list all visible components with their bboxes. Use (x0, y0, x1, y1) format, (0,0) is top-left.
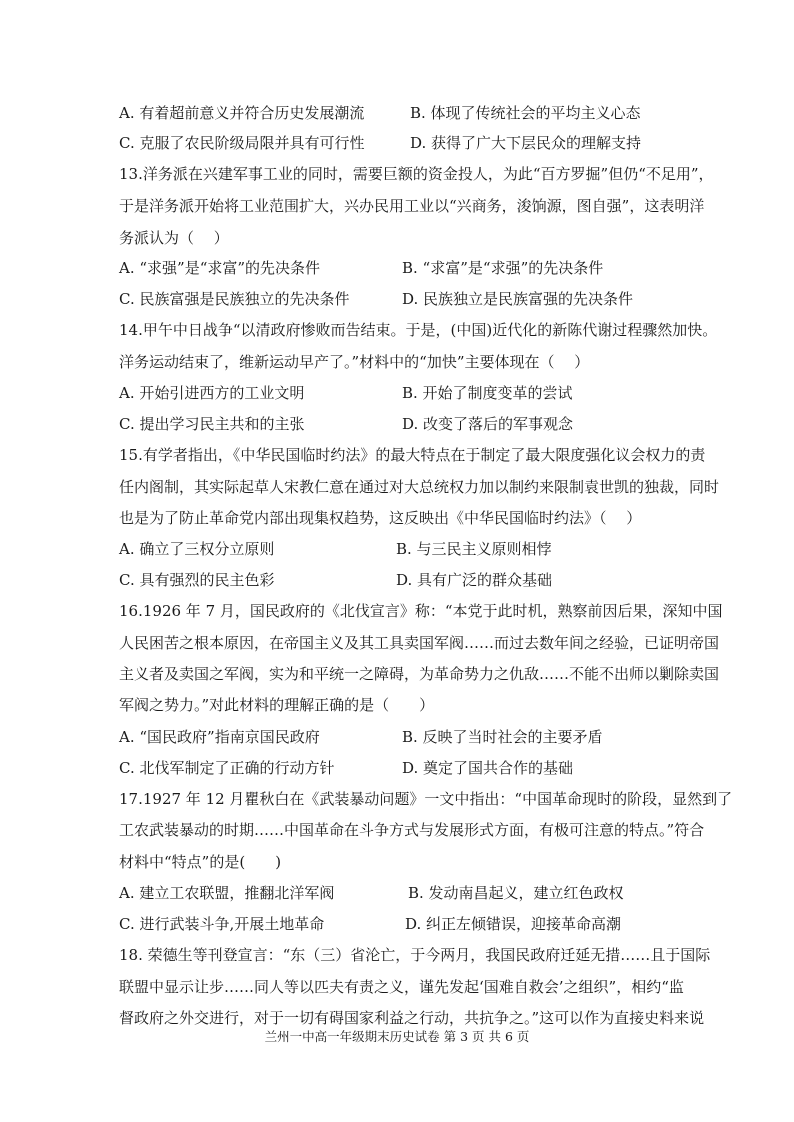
q17-line-2: 工农武装暴动的时期……中国革命在斗争方式与发展形式方面，有极可注意的特点。”符合 (119, 821, 705, 839)
q13-option-b: B. “求富”是“求强”的先决条件 (402, 259, 604, 277)
q18-line-3: 督政府之外交进行，对于一切有碍国家利益之行动，共抗争之。”这可以作为直接史料来说 (119, 1009, 705, 1027)
page-footer: 兰州一中高一年级期末历史试卷 第 3 页 共 6 页 (264, 1029, 530, 1044)
q13-option-a: A. “求强”是“求富”的先决条件 (119, 259, 321, 277)
q16-option-c: C. 北伐军制定了正确的行动方针 (119, 759, 335, 777)
q16-option-b: B. 反映了当时社会的主要矛盾 (402, 728, 603, 746)
q15-option-d: D. 具有广泛的群众基础 (396, 571, 553, 589)
q14-option-c: C. 提出学习民主共和的主张 (119, 415, 305, 433)
q12-option-b: B. 体现了传统社会的平均主义心态 (410, 104, 641, 122)
q17-line-3: 材料中“特点”的是( ) (119, 853, 282, 871)
q16-line-2: 人民困苦之根本原因，在帝国主义及其工具卖国军阀……而过去数年间之经验，已证明帝国 (119, 634, 720, 652)
q14-option-a: A. 开始引进西方的工业文明 (119, 384, 305, 402)
q12-option-c: C. 克服了农民阶级局限并具有可行性 (119, 134, 365, 152)
q13-line-2: 于是洋务派开始将工业范围扩大，兴办民用工业以“兴商务，浚饷源，图自强”，这表明洋 (119, 197, 705, 215)
q15-option-a: A. 确立了三权分立原则 (119, 540, 275, 558)
q17-option-a: A. 建立工农联盟，推翻北洋军阀 (119, 884, 335, 902)
q13-line-1: 13.洋务派在兴建军事工业的同时，需要巨额的资金投人，为此“百方罗掘”但仍“不足用”， (119, 165, 714, 183)
q17-option-b: B. 发动南昌起义，建立红色政权 (408, 884, 624, 902)
q16-line-3: 主义者及卖国之军阀，实为和平统一之障碍，为革命势力之仇敌……不能不出师以剿除卖国 (119, 665, 720, 683)
q12-option-a: A. 有着超前意义并符合历史发展潮流 (119, 104, 365, 122)
q16-line-1: 16.1926 年 7 月，国民政府的《北伐宣言》称：“本党于此时机，熟察前因后果，深知中国 (119, 602, 723, 620)
q16-line-4: 军阀之势力。”对此材料的理解正确的是（ ） (119, 696, 435, 714)
q14-option-b: B. 开始了制度变革的尝试 (402, 384, 573, 402)
q12-option-d: D. 获得了广大下层民众的理解支持 (410, 134, 642, 152)
q13-line-3: 务派认为（ ） (119, 229, 229, 247)
q17-option-d: D. 纠正左倾错误，迎接革命高潮 (405, 915, 622, 933)
q15-option-b: B. 与三民主义原则相悖 (396, 540, 552, 558)
q13-option-c: C. 民族富强是民族独立的先决条件 (119, 290, 350, 308)
q16-option-d: D. 奠定了国共合作的基础 (402, 759, 574, 777)
q15-line-3: 也是为了防止革命党内部出现集权趋势，这反映出《中华民国临时约法》（ ） (119, 509, 642, 527)
q14-line-1: 14.甲午中日战争“以清政府惨败而告结束。于是，(中国)近代化的新陈代谢过程骤然加快。 (119, 321, 718, 339)
q15-option-c: C. 具有强烈的民主色彩 (119, 571, 275, 589)
q16-option-a: A. “国民政府”指南京国民政府 (119, 728, 320, 746)
q17-line-1: 17.1927 年 12 月瞿秋白在《武装暴动问题》一文中指出：“中国革命现时的阶段，显然到了 (119, 790, 733, 808)
q13-option-d: D. 民族独立是民族富强的先决条件 (402, 290, 634, 308)
q17-option-c: C. 进行武装斗争,开展土地革命 (119, 915, 325, 933)
q18-line-1: 18. 荣德生等刊登宣言：“东（三）省沦亡，于今两月，我国民政府迁延无措……且于国际 (119, 946, 711, 964)
q14-line-2: 洋务运动结束了，维新运动早产了。”材料中的“加快”主要体现在（ ） (119, 353, 590, 371)
q14-option-d: D. 改变了落后的军事观念 (402, 415, 574, 433)
q15-line-1: 15.有学者指出，《中华民国临时约法》的最大特点在于制定了最大限度强化议会权力的责 (119, 446, 706, 464)
q18-line-2: 联盟中显示让步……同人等以匹夫有责之义，谨先发起‘国难自救会’之组织”，相约“监 (119, 978, 684, 996)
q15-line-2: 任内阁制，其实际起草人宋教仁意在通过对大总统权力加以制约来限制袁世凯的独裁，同时 (119, 478, 720, 496)
